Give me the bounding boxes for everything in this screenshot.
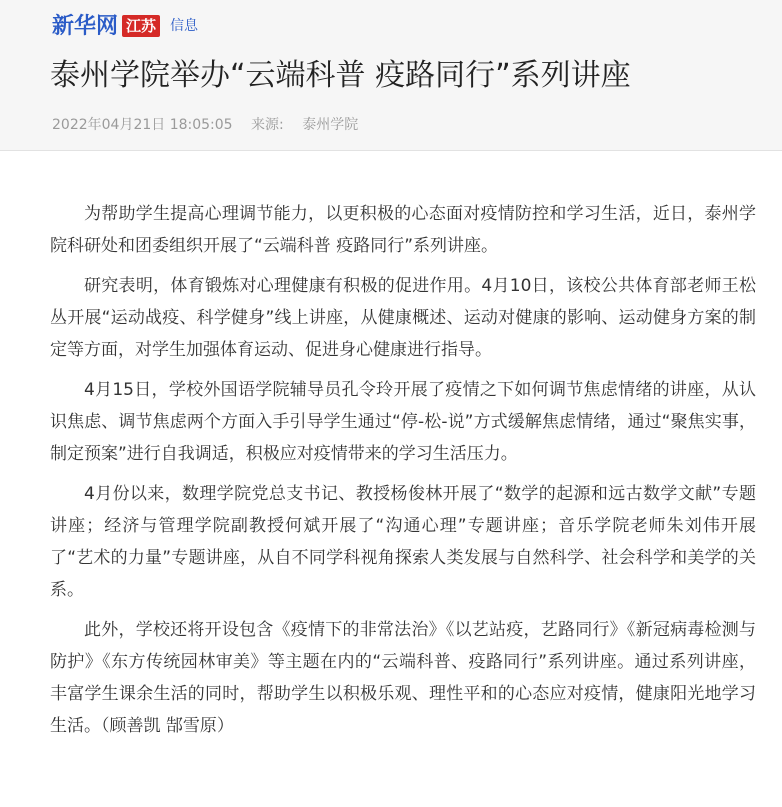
article-body	[50, 198, 756, 750]
article-paragraph: 研究表明，体育锻炼对心理健康有积极的促进作用。4月10日，该校公共体育部老师王松丛开展“运动战疫、科学健身”线上讲座，从健康概述、运动对健康的影响、运动健身方案的制定等方面，对学生加强体育运动、促进身心健康进行指导。	[50, 276, 756, 360]
article-meta	[52, 115, 358, 135]
channel-label[interactable]: 信息	[170, 18, 199, 34]
region-badge[interactable]: 江苏	[122, 15, 160, 37]
article-title: 泰州学院举办“云端科普 疫路同行”系列讲座	[50, 58, 631, 93]
article-header	[0, 0, 782, 151]
article-paragraph: 4月份以来，数理学院党总支书记、教授杨俊林开展了“数学的起源和远古数学文献”专题讲座；经济与管理学院副教授何斌开展了“沟通心理”专题讲座；音乐学院老师朱刘伟开展了“艺术的力量”专题讲座，从自不同学科视角探索人类发展与自然科学、社会科学和美学的关系。	[50, 484, 756, 600]
publish-datetime: 2022年04月21日 18:05:05	[52, 117, 233, 133]
article-paragraph: 4月15日，学校外国语学院辅导员孔令玲开展了疫情之下如何调节焦虑情绪的讲座，从认识焦虑、调节焦虑两个方面入手引导学生通过“停-松-说”方式缓解焦虑情绪，通过“聚焦实事，制定预案”进行自我调适，积极应对疫情带来的学习生活压力。	[50, 380, 756, 464]
source-value: 泰州学院	[302, 117, 359, 133]
site-logo[interactable]	[52, 10, 198, 42]
article-paragraph: 此外，学校还将开设包含《疫情下的非常法治》《以艺站疫，艺路同行》《新冠病毒检测与防护》《东方传统园林审美》等主题在内的“云端科普、疫路同行”系列讲座。通过系列讲座，丰富学生课余生活的同时，帮助学生以积极乐观、理性平和的心态应对疫情，健康阳光地学习生活。（顾善凯 郜雪原）	[50, 620, 756, 736]
brand-logo-text[interactable]: 新华网	[52, 13, 119, 39]
source-label: 来源:	[251, 117, 284, 133]
article-paragraph: 为帮助学生提高心理调节能力，以更积极的心态面对疫情防控和学习生活，近日，泰州学院科研处和团委组织开展了“云端科普 疫路同行”系列讲座。	[50, 204, 756, 256]
